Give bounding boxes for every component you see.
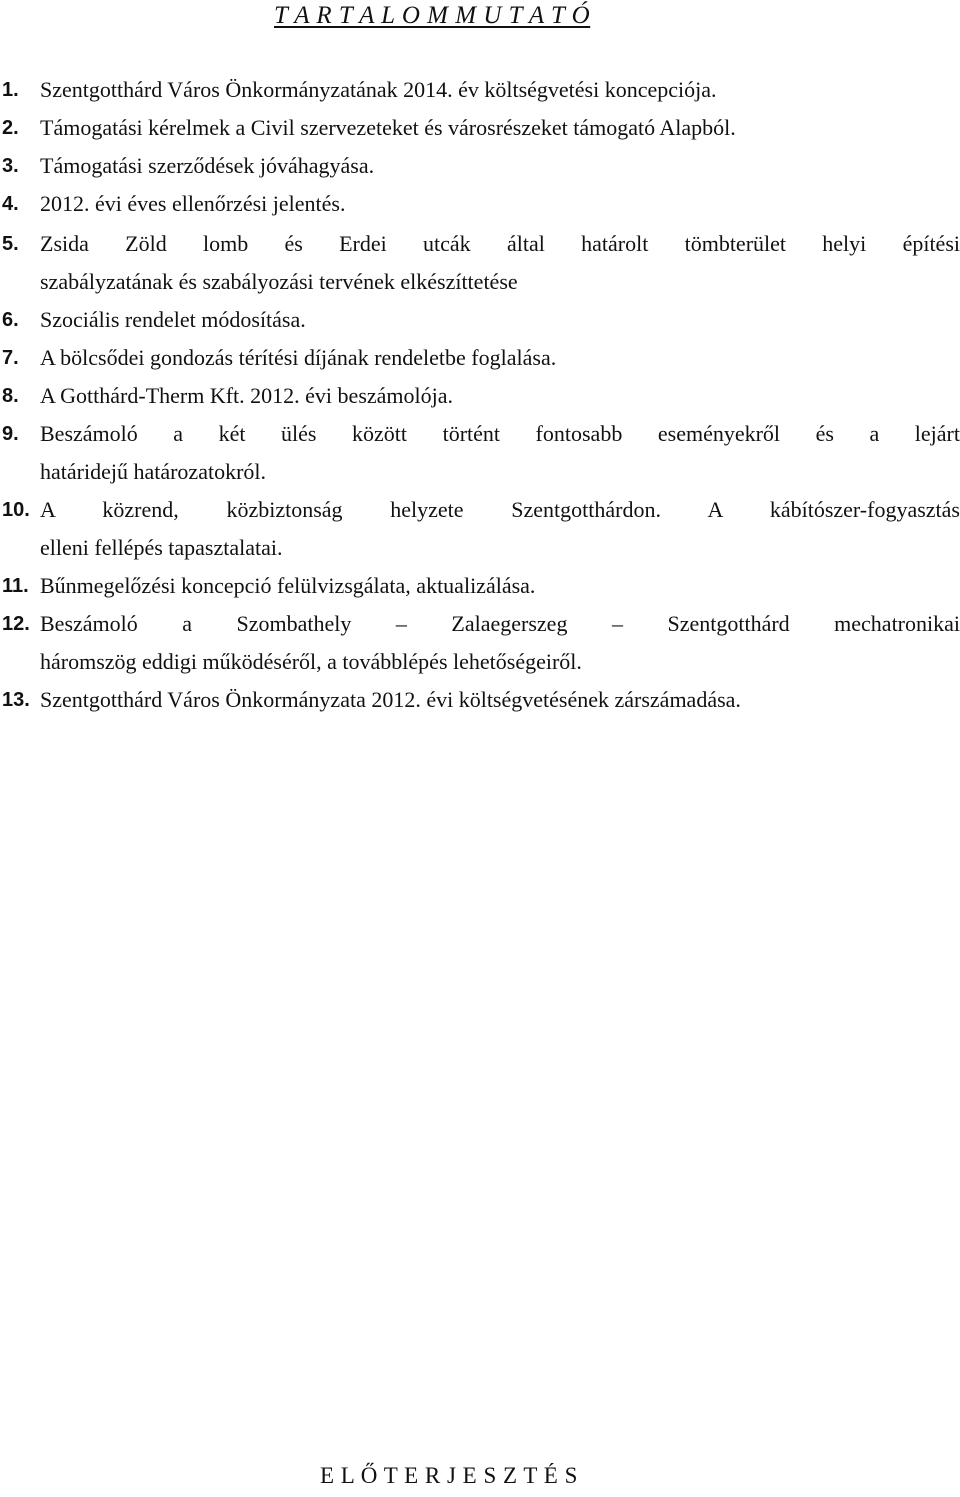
toc-item-text: Szociális rendelet módosítása. <box>40 307 306 332</box>
toc-item-text: Szentgotthárd Város Önkormányzata 2012. évi költségvetésének zárszámadása. <box>40 687 741 712</box>
toc-item-text: Támogatási kérelmek a Civil szervezeteket és városrészeket támogató Alapból. <box>40 115 736 140</box>
toc-item-number: 4. <box>2 193 19 215</box>
toc-item-text-continued: háromszög eddigi működéséről, a továbblépés lehetőségeiről. <box>40 649 582 674</box>
toc-item-text-continued: szabályzatának és szabályozási tervének elkészíttetése <box>40 269 518 294</box>
toc-item-text: Támogatási szerződések jóváhagyása. <box>40 153 375 178</box>
toc-item-text: A közrend, közbiztonság helyzete Szentgotthárdon. A kábítószer-fogyasztás <box>40 497 960 522</box>
section-heading-eloterjesztes: E L Ő T E R J E S Z T É S <box>320 1463 578 1488</box>
toc-item-text: A Gotthárd-Therm Kft. 2012. évi beszámolója. <box>40 383 454 408</box>
toc-item-number: 8. <box>2 385 19 407</box>
toc-item-text-continued: határidejű határozatokról. <box>40 459 267 484</box>
toc-item-number: 2. <box>2 117 19 139</box>
toc-item-text: Bűnmegelőzési koncepció felülvizsgálata, aktualizálása. <box>40 573 536 598</box>
toc-item-text: A bölcsődei gondozás térítési díjának rendeletbe foglalása. <box>40 345 557 370</box>
toc-item-number: 11. <box>2 575 29 597</box>
toc-item-number: 13. <box>2 689 30 711</box>
toc-item-text: Szentgotthárd Város Önkormányzatának 2014. év költségvetési koncepciója. <box>40 77 717 102</box>
toc-item-text: Beszámoló a két ülés között történt fontosabb eseményekről és a lejárt <box>40 421 960 446</box>
toc-item-text-continued: elleni fellépés tapasztalatai. <box>40 535 283 560</box>
toc-item-number: 3. <box>2 155 19 177</box>
toc-item-number: 1. <box>2 79 19 101</box>
toc-item-number: 9. <box>2 423 19 445</box>
toc-item-number: 5. <box>2 233 19 255</box>
toc-item-number: 6. <box>2 309 19 331</box>
document-title: T A R T A L O M M U T A T Ó <box>274 2 591 29</box>
toc-item-number: 10. <box>2 499 30 521</box>
toc-item-text: Beszámoló a Szombathely – Zalaegerszeg – Szentgotthárd mechatronikai <box>40 611 960 636</box>
toc-item-number: 12. <box>2 613 30 635</box>
toc-item-number: 7. <box>2 347 19 369</box>
toc-item-text: 2012. évi éves ellenőrzési jelentés. <box>40 191 346 216</box>
toc-item-text: Zsida Zöld lomb és Erdei utcák által határolt tömbterület helyi építési <box>40 231 960 256</box>
